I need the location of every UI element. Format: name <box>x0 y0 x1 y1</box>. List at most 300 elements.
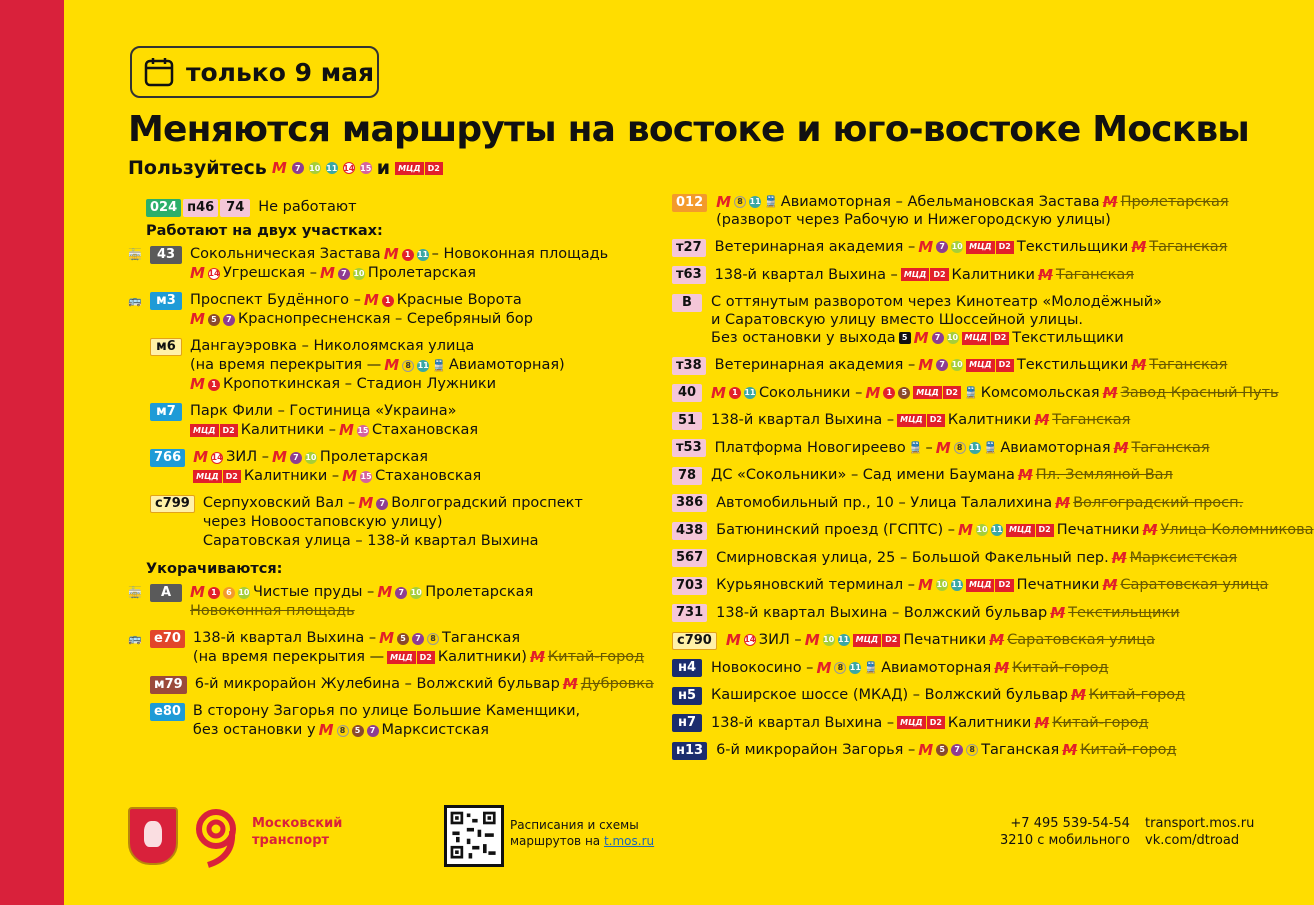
mcd-d2-icon: МЦД D2 <box>897 414 945 427</box>
route-row <box>128 448 678 486</box>
stop: Кропоткинская – Стадион Лужники <box>222 376 497 392</box>
use-alternatives-line <box>128 157 443 179</box>
line-10-icon: 10 <box>823 635 835 644</box>
line-11-icon: 11 <box>749 197 761 206</box>
stop: Курьяновский терминал – <box>716 577 915 593</box>
line-15-icon: 15 <box>360 472 372 481</box>
stop: Калитники <box>947 412 1032 428</box>
route-badge: 012 <box>672 194 707 212</box>
stop: Угрешская – <box>222 265 317 281</box>
stop: Краснопресненская – Серебряный бор <box>237 311 533 327</box>
stop: Парк Фили – Гостиница «Украина» <box>190 403 457 419</box>
cancelled-stop: Таганская <box>1149 357 1228 373</box>
cancelled-stop: Пролетарская <box>1120 194 1229 210</box>
tram-icon: 🚋 <box>128 586 142 599</box>
route-badge: 703 <box>672 577 707 595</box>
route-row <box>672 576 1272 595</box>
cancelled-stop: Китай-город <box>1052 714 1149 731</box>
metro-icon: M <box>190 310 205 328</box>
stop: Пролетарская <box>367 265 476 281</box>
metro-icon: M <box>804 631 820 649</box>
line-7-icon: 7 <box>932 332 944 344</box>
mcd-d2-icon: МЦД D2 <box>853 634 901 647</box>
stop: Калитники <box>951 266 1035 283</box>
line-14-icon: 14 <box>208 269 220 278</box>
line-8-icon: 8 <box>954 442 966 454</box>
route-badge: п46 <box>183 199 218 217</box>
route-row <box>672 293 1272 347</box>
route-row <box>672 266 1272 285</box>
stop: (на время перекрытия — <box>192 649 385 665</box>
metro-icon: M <box>716 193 732 211</box>
metro-icon: M <box>377 583 393 601</box>
metro-icon: M <box>383 245 399 263</box>
route-badge: 386 <box>672 494 707 512</box>
line-7-icon: 7 <box>936 241 948 253</box>
line-7-icon: 7 <box>292 162 304 174</box>
stop: Ветеринарная академия – <box>714 239 916 255</box>
metro-icon: M <box>271 448 287 466</box>
qr-code-icon[interactable] <box>444 805 504 867</box>
stop: Чистые пруды – <box>252 584 375 600</box>
cancelled-stop: Марксистская <box>1129 549 1238 566</box>
metro-icon: M <box>994 658 1010 677</box>
line-8-icon: 8 <box>966 744 978 756</box>
bus-icon: 🚌 <box>128 632 142 645</box>
stop: Проспект Будённого – <box>190 292 361 308</box>
route-badge: 766 <box>150 449 185 467</box>
route-badge: с790 <box>672 632 717 650</box>
stop: Печатники <box>903 632 987 648</box>
route-row <box>128 337 678 394</box>
route-badge: е70 <box>150 630 185 648</box>
stop: Калитники) <box>437 649 527 665</box>
line-5-icon: 5 <box>208 314 220 326</box>
metro-icon: M <box>1142 521 1158 539</box>
line-7-icon: 7 <box>367 725 379 737</box>
stop: Смирновская улица, 25 – Большой Факельный пер. <box>716 549 1109 566</box>
section-title: Укорачиваются: <box>146 561 283 577</box>
metro-icon: M <box>529 648 545 666</box>
metro-icon: M <box>318 721 334 739</box>
metro-icon: M <box>935 438 951 457</box>
stop: Таганская <box>442 630 521 646</box>
right-column <box>672 193 1314 769</box>
metro-icon: M <box>384 356 400 374</box>
stop: В сторону Загорья по улице Большие Каменщики, <box>192 703 581 719</box>
train-icon: 🚆 <box>908 440 923 454</box>
route-row <box>672 466 1272 485</box>
metro-icon: M <box>1111 548 1127 567</box>
metro-icon: M <box>918 576 933 594</box>
route-badge: 567 <box>672 549 707 567</box>
route-badge: А <box>150 584 182 602</box>
metro-icon: M <box>1113 438 1129 457</box>
line-7-icon: 7 <box>376 498 388 510</box>
line-11-icon: 11 <box>326 163 338 173</box>
line-11-icon: 11 <box>991 525 1003 534</box>
line-5-icon: 5 <box>352 725 364 737</box>
route-row <box>672 604 1272 623</box>
stop: (на время перекрытия — <box>190 357 382 373</box>
route-badge: с799 <box>150 495 195 513</box>
metro-icon: M <box>1055 493 1071 512</box>
stop: Калитники <box>947 714 1032 731</box>
route-row <box>128 494 678 551</box>
metro-icon: M <box>918 238 934 256</box>
stop: С оттянутым разворотом через Кинотеатр «Молодёжный» <box>711 294 1163 310</box>
line-5-icon: 5 <box>936 744 948 756</box>
line-5-icon: 5 <box>397 633 409 645</box>
line-7-icon: 7 <box>936 359 948 371</box>
train-icon: 🚆 <box>964 385 978 399</box>
stop: Калитники – <box>243 468 340 484</box>
mobile-number: 3210 с мобильного <box>1000 833 1130 848</box>
route-badge: 78 <box>672 467 702 485</box>
line-11-icon: 11 <box>417 361 429 370</box>
metro-icon: M <box>271 159 287 177</box>
route-row <box>672 193 1272 229</box>
line-10-icon: 10 <box>309 163 321 173</box>
line-11-icon: 11 <box>969 442 981 452</box>
metro-icon: M <box>1034 713 1050 732</box>
cancelled-stop: Таганская <box>1052 412 1131 428</box>
line-10-icon: 10 <box>305 453 317 462</box>
metro-icon: M <box>319 264 335 282</box>
metro-icon: M <box>190 375 205 393</box>
stop: Текстильщики <box>1016 357 1129 373</box>
metro-icon: M <box>193 448 209 466</box>
metro-icon: M <box>363 291 379 309</box>
mcd-d2-icon: МЦД D2 <box>190 424 238 437</box>
route-row <box>672 549 1272 568</box>
route-badge: 438 <box>672 522 707 540</box>
line-15-icon: 15 <box>357 426 369 435</box>
cancelled-stop: Китай-город <box>547 649 645 665</box>
section-title: Работают на двух участках: <box>146 223 383 239</box>
route-badge: м79 <box>150 676 187 694</box>
stop: Красные Ворота <box>396 292 522 308</box>
route-row <box>672 741 1272 760</box>
line-14-icon: 14 <box>343 163 355 173</box>
mcd-d2-icon: МЦД D2 <box>395 162 443 175</box>
stop: Стахановская <box>371 422 479 438</box>
line-14-icon: 14 <box>744 635 756 644</box>
metro-icon: M <box>379 629 395 647</box>
line-8-icon: 8 <box>337 725 349 737</box>
route-badge: м3 <box>150 292 182 310</box>
route-badge: т63 <box>672 266 706 284</box>
stop: 138-й квартал Выхина – <box>714 266 898 283</box>
line-11-icon: 11 <box>744 387 756 397</box>
metro-icon: M <box>725 631 741 649</box>
route-badge: т27 <box>672 239 706 257</box>
line-10-icon: 10 <box>353 269 365 278</box>
tmos-link[interactable]: t.mos.ru <box>603 834 655 848</box>
line-10-icon: 10 <box>936 580 948 589</box>
not-working-text: Не работают <box>258 199 357 215</box>
metro-icon: M <box>913 329 929 347</box>
route-badge: н5 <box>672 687 702 705</box>
stop: через Новоостаповскую улицу) <box>202 514 443 530</box>
route-row <box>128 702 678 740</box>
line-7-icon: 7 <box>223 314 235 326</box>
stop: – Новоконная площадь <box>431 246 609 262</box>
mcd-d2-icon: МЦД D2 <box>897 716 945 729</box>
stop: Сокольническая Застава <box>190 246 381 262</box>
route-row <box>672 494 1272 513</box>
route-row <box>672 714 1272 733</box>
metro-icon: M <box>1131 356 1147 374</box>
line-11-icon: 11 <box>849 662 861 672</box>
route-badge: н7 <box>672 714 702 732</box>
mcd-d2-icon: МЦД D2 <box>1006 524 1054 537</box>
route-row <box>672 521 1314 540</box>
line-1-icon: 1 <box>208 379 220 391</box>
metro-icon: M <box>1017 466 1033 484</box>
route-badge: 024 <box>146 199 181 217</box>
site-link[interactable]: transport.mos.ru <box>1145 816 1255 831</box>
train-icon: 🚆 <box>432 359 446 372</box>
route-badge: т38 <box>672 357 706 375</box>
line-10-icon: 10 <box>946 333 959 342</box>
stop: Авиамоторная) <box>448 357 565 373</box>
phone[interactable]: +7 495 539-54-54 <box>1010 816 1130 831</box>
line-7-icon: 7 <box>412 633 424 645</box>
metro-icon: M <box>918 741 934 759</box>
route-row <box>672 686 1272 705</box>
stop: и Саратовскую улицу вместо Шоссейной улицы. <box>711 312 1084 328</box>
line-1-icon: 1 <box>729 387 741 399</box>
line-5-icon: 5 <box>898 387 910 399</box>
stop: Сокольники – <box>758 384 863 401</box>
cancelled-stop: Саратовская улица <box>1007 632 1156 648</box>
cancelled-stop: Китай-город <box>1080 742 1177 758</box>
cancelled-stop: Новоконная площадь <box>190 603 355 619</box>
stop: Батюнинский проезд (ГСПТС) – <box>716 522 956 538</box>
line-11-icon: 11 <box>838 635 850 644</box>
stop: Печатники <box>1016 577 1100 593</box>
stop: ЗИЛ – <box>226 449 269 465</box>
metro-icon: M <box>342 467 358 485</box>
cancelled-stop: Волгоградский просп. <box>1073 494 1244 511</box>
metro-icon: M <box>1102 383 1118 402</box>
calendar-icon <box>144 57 174 87</box>
line-1-icon: 1 <box>208 587 220 599</box>
mcd-d2-icon: МЦД D2 <box>966 241 1014 254</box>
metro-icon: M <box>1034 411 1050 429</box>
metro-icon: M <box>1037 265 1053 284</box>
stop: ДС «Сокольники» – Сад имени Баумана <box>711 467 1015 483</box>
line-7-icon: 7 <box>951 744 963 756</box>
stop: Автомобильный пр., 10 – Улица Талалихина <box>716 494 1053 511</box>
mcd-d2-icon: МЦД D2 <box>962 332 1010 345</box>
moscow-transport-logo-icon <box>190 807 242 867</box>
route-badge: 40 <box>672 384 702 402</box>
stop: Авиамоторная <box>881 659 992 676</box>
page-title: Меняются маршруты на востоке и юго-востоке Москвы <box>128 109 1250 150</box>
stop: Авиамоторная – Абельмановская Застава <box>780 194 1100 210</box>
use-and: и <box>376 157 391 179</box>
cancelled-stop: Китай-город <box>1088 687 1186 703</box>
metro-icon: M <box>339 421 354 439</box>
line-8-icon: 8 <box>427 633 439 645</box>
cancelled-stop: Дубровка <box>580 676 654 692</box>
line-7-icon: 7 <box>395 587 407 599</box>
line-1-icon: 1 <box>402 249 414 261</box>
metro-icon: M <box>989 631 1005 649</box>
line-7-icon: 7 <box>290 452 302 464</box>
stop: Пролетарская <box>319 449 428 465</box>
stop: Пролетарская <box>425 584 534 600</box>
footer <box>128 805 1280 875</box>
route-row <box>672 659 1272 678</box>
site-link[interactable]: vk.com/dtroad <box>1145 833 1240 848</box>
cancelled-stop: Саратовская улица <box>1120 577 1269 593</box>
stop: Платформа Новогиреево <box>714 439 906 456</box>
stop: Саратовская улица – 138-й квартал Выхина <box>202 533 539 549</box>
stop: 138-й квартал Выхина – Волжский бульвар <box>716 604 1048 621</box>
stop: 6-й микрорайон Загорья – <box>716 742 916 758</box>
stop: 138-й квартал Выхина – <box>711 714 895 731</box>
line-1-icon: 1 <box>382 295 394 307</box>
stop: без остановки у <box>192 722 316 738</box>
metro-icon: M <box>190 264 205 282</box>
route-badge: т53 <box>672 439 706 457</box>
route-badge: 731 <box>672 604 707 622</box>
route-row <box>672 631 1272 650</box>
date-pill <box>130 46 379 98</box>
mcd-d2-icon: МЦД D2 <box>387 651 435 664</box>
left-red-stripe <box>0 0 64 905</box>
left-column <box>128 198 678 740</box>
stop: (разворот через Рабочую и Нижегородскую улицы) <box>716 212 1111 228</box>
tram-icon: 🚋 <box>128 248 142 261</box>
metro-icon: M <box>1062 741 1078 759</box>
use-prefix: Пользуйтесь <box>128 157 267 179</box>
metro-icon: M <box>190 583 205 601</box>
stop: Серпуховский Вал – <box>202 495 356 511</box>
metro-icon: M <box>711 383 726 402</box>
route-row <box>128 402 678 440</box>
date-text: только 9 мая <box>186 57 375 87</box>
line-14-icon: 14 <box>211 453 223 462</box>
stop: Марксистская <box>381 722 490 738</box>
stop: Таганская <box>981 742 1060 758</box>
metro-icon: M <box>1102 193 1118 211</box>
metro-icon: M <box>1070 686 1086 704</box>
cancelled-stop: Текстильщики <box>1068 604 1180 621</box>
route-row <box>672 411 1272 430</box>
contacts <box>1000 815 1130 849</box>
moscow-coat-of-arms-icon <box>128 807 178 865</box>
route-badge: е80 <box>150 703 185 721</box>
mcd-d2-icon: МЦД D2 <box>966 359 1014 372</box>
line-8-icon: 8 <box>402 360 414 372</box>
qr-caption: Расписания и схемы маршрутов на t.mos.ru <box>510 818 655 848</box>
cancelled-stop: Завод Красный Путь <box>1120 384 1279 401</box>
line-15-icon: 15 <box>360 163 372 173</box>
route-row <box>128 291 678 329</box>
route-badge: м7 <box>150 403 182 421</box>
stop: Без остановки у выхода <box>711 330 896 346</box>
stop: Печатники <box>1056 522 1140 538</box>
route-badge: 74 <box>220 199 250 217</box>
bus-icon: 🚌 <box>128 294 142 307</box>
route-row <box>128 675 678 694</box>
cancelled-stop: Пл. Земляной Вал <box>1035 467 1173 483</box>
route-badge: н4 <box>672 659 702 677</box>
mcd-d2-icon: МЦД D2 <box>913 386 961 399</box>
mcd-d2-icon: МЦД D2 <box>901 268 949 281</box>
route-row <box>128 629 678 667</box>
route-row <box>128 583 678 621</box>
train-icon: 🚆 <box>764 195 778 208</box>
stop: Каширское шоссе (МКАД) – Волжский бульвар <box>711 687 1068 703</box>
stop: Волгоградский проспект <box>391 495 583 511</box>
stop: Авиамоторная <box>1000 439 1111 456</box>
cancelled-stop: Таганская <box>1055 266 1134 283</box>
stop: Калитники – <box>240 422 336 438</box>
stop: 138-й квартал Выхина – <box>192 630 377 646</box>
stop: ЗИЛ – <box>758 632 802 648</box>
metro-icon: M <box>816 658 832 677</box>
websites <box>1145 815 1254 849</box>
line-1-icon: 1 <box>883 387 895 399</box>
line-10-icon: 10 <box>951 242 963 251</box>
stop: Дангауэровка – Николоямская улица <box>190 338 475 354</box>
stop: Комсомольская <box>980 384 1100 401</box>
metro-icon: M <box>1102 576 1118 594</box>
metro-icon: M <box>865 383 881 402</box>
mcd-d2-icon: МЦД D2 <box>193 470 241 483</box>
cancelled-stop: Китай-город <box>1012 659 1109 676</box>
stop: Текстильщики <box>1016 239 1129 255</box>
stop: Новокосино – <box>711 659 814 676</box>
line-7-icon: 7 <box>338 268 350 280</box>
metro-icon: M <box>1050 603 1066 622</box>
line-8-icon: 8 <box>734 196 746 208</box>
train-icon: 🚆 <box>864 660 879 674</box>
metro-icon: M <box>562 675 578 693</box>
stop: Ветеринарная академия – <box>714 357 916 373</box>
metro-icon: M <box>958 521 973 539</box>
mcd-d2-icon: МЦД D2 <box>966 579 1014 592</box>
not-working-row <box>128 198 678 217</box>
stop: 138-й квартал Выхина – <box>711 412 895 428</box>
route-badge: В <box>672 294 702 312</box>
cancelled-stop: Таганская <box>1149 239 1228 255</box>
stop: Стахановская <box>375 468 482 484</box>
brand-name: Московский транспорт <box>252 816 343 848</box>
line-11-icon: 11 <box>951 580 963 589</box>
poster <box>64 0 1314 905</box>
route-row <box>672 238 1272 257</box>
route-badge: 43 <box>150 246 182 264</box>
train-icon: 🚆 <box>983 440 998 454</box>
route-row: т53 Платформа Новогиреево 🚆 – M 8 11 🚆 Авиамоторная M Таганская <box>672 439 1272 458</box>
line-10-icon: 10 <box>410 588 422 597</box>
metro-icon: M <box>1131 238 1147 256</box>
cancelled-stop: Улица Коломникова <box>1160 522 1314 538</box>
stop: Текстильщики <box>1012 330 1124 346</box>
route-badge: н13 <box>672 742 707 760</box>
line-10-icon: 10 <box>951 360 963 369</box>
line-6-icon: 6 <box>223 587 235 599</box>
route-row <box>128 245 678 283</box>
metro-icon: M <box>918 356 934 374</box>
route-row <box>672 383 1279 403</box>
